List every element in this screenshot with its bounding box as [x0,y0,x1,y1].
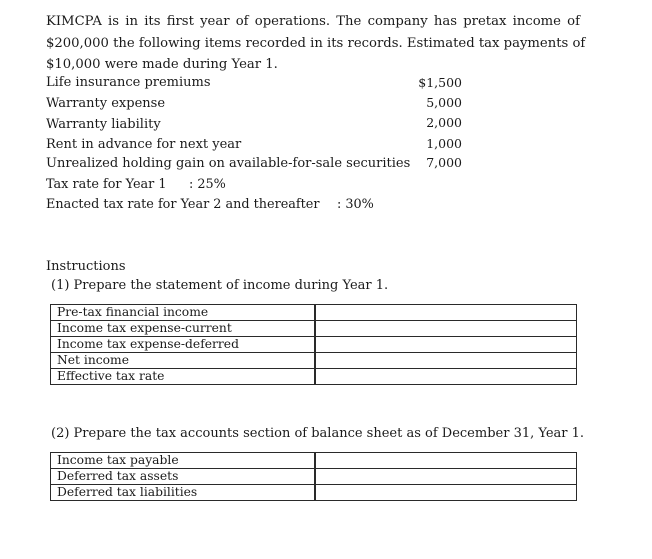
table-row [51,469,577,485]
item-label: Life insurance premiums [46,75,211,90]
item-value: 2,000 [426,115,462,130]
table-row [51,485,577,501]
answer-cell[interactable] [316,337,577,353]
row-label: Income tax expense-deferred [51,337,315,353]
instructions-heading: Instructions [46,259,126,274]
answer-cell[interactable] [316,469,577,485]
row-label: Deferred tax assets [51,469,315,485]
item-label: Warranty expense [46,96,166,111]
intro-line-3: $10,000 were made during Year 1. [46,57,278,72]
table-row [51,305,577,321]
row-label: Effective tax rate [51,369,315,385]
item-value: 7,000 [426,155,462,170]
item-value: 1,000 [426,136,462,151]
income-statement-table [50,304,577,385]
answer-cell[interactable] [316,369,577,385]
row-label: Net income [51,353,315,369]
intro-line-2: $200,000 the following items recorded in its records. Estimated tax payments of [46,35,586,51]
item-label: Warranty liability [46,117,161,132]
row-label: Deferred tax liabilities [51,485,315,501]
item-label: Unrealized holding gain on available-for-sale securities [46,156,411,171]
balance-sheet-table [50,452,577,501]
item-value: $1,500 [418,75,462,90]
question-2: (2) Prepare the tax accounts section of balance sheet as of December 31, Year 1. [51,426,585,441]
tax-rate-year1-value: : 25% [189,177,226,192]
enacted-rate-value: : 30% [337,197,374,212]
item-value: 5,000 [426,95,462,110]
row-label: Pre-tax financial income [51,305,315,321]
answer-cell[interactable] [316,453,577,469]
tax-rate-year1-label: Tax rate for Year 1 [46,177,167,192]
item-label: Rent in advance for next year [46,137,242,152]
answer-cell[interactable] [316,353,577,369]
table-row [51,353,577,369]
intro-line-1: KIMCPA is in its first year of operations. The company has pretax income of [46,14,580,29]
answer-cell[interactable] [316,485,577,501]
table-row [51,453,577,469]
table-row [51,369,577,385]
enacted-rate-label: Enacted tax rate for Year 2 and thereafter [46,197,320,212]
problem-intro [46,11,586,76]
answer-cell[interactable] [316,305,577,321]
table-row [51,337,577,353]
answer-cell[interactable] [316,321,577,337]
table-row [51,321,577,337]
row-label: Income tax payable [51,453,315,469]
row-label: Income tax expense-current [51,321,315,337]
question-1: (1) Prepare the statement of income during Year 1. [51,278,389,293]
